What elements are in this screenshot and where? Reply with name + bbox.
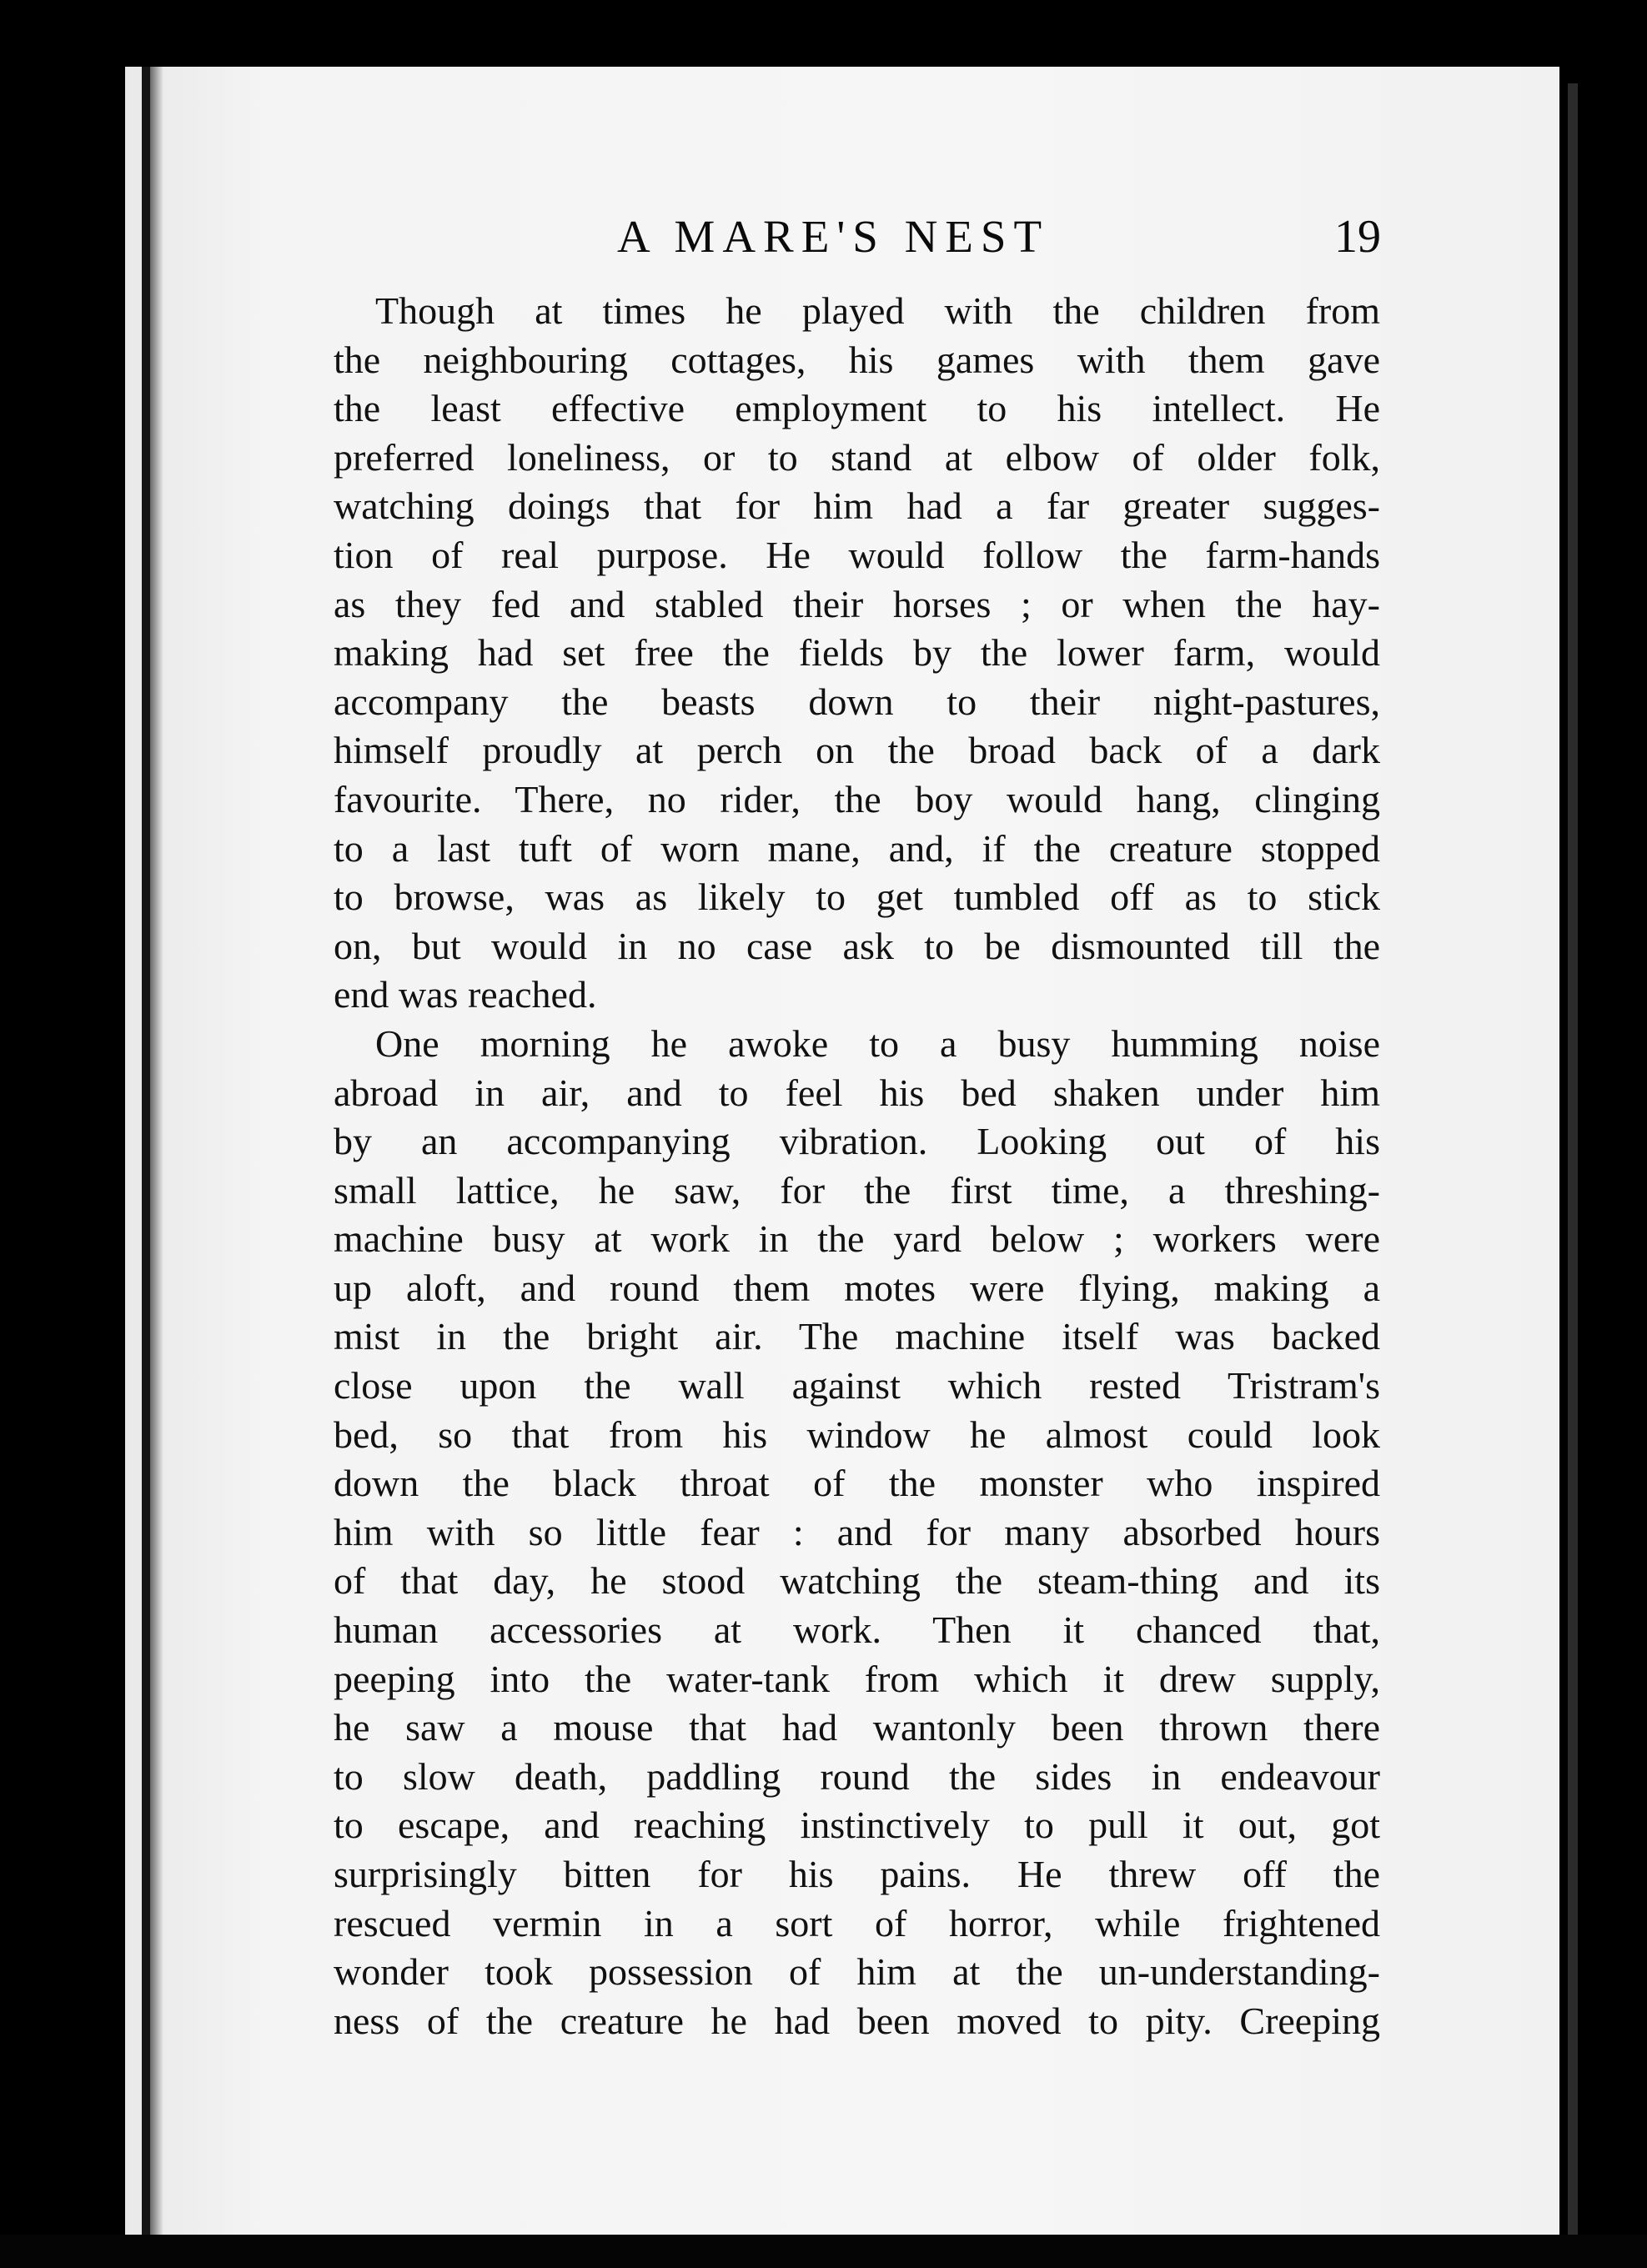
paragraph-1 bbox=[334, 287, 1380, 1020]
text-line: on, but would in no case ask to be dismounted till the bbox=[334, 924, 1380, 967]
binding-shadow bbox=[150, 67, 163, 2251]
text-line: as they fed and stabled their horses ; or when the hay- bbox=[334, 582, 1380, 625]
text-line: the neighbouring cottages, his games with them gave bbox=[334, 338, 1380, 381]
text-line: making had set free the fields by the lower farm, would bbox=[334, 631, 1380, 675]
text-line: preferred loneliness, or to stand at elbow of older folk, bbox=[334, 435, 1380, 479]
text-line: wonder took possession of him at the un-understanding- bbox=[334, 1950, 1380, 1994]
body-text bbox=[334, 287, 1380, 2045]
text-line: to a last tuft of worn mane, and, if the creature stopped bbox=[334, 826, 1380, 870]
text-line: accompany the beasts down to their night-pastures, bbox=[334, 680, 1380, 723]
text-line: favourite. There, no rider, the boy would hang, clinging bbox=[334, 777, 1380, 820]
text-line: he saw a mouse that had wantonly been thrown there bbox=[334, 1706, 1380, 1749]
text-line: machine busy at work in the yard below ; workers were bbox=[334, 1217, 1380, 1261]
text-line: bed, so that from his window he almost could look bbox=[334, 1412, 1380, 1456]
text-line: to slow death, paddling round the sides in endeavour bbox=[334, 1754, 1380, 1798]
text-line: mist in the bright air. The machine itself was backed bbox=[334, 1315, 1380, 1358]
text-line: to escape, and reaching instinctively to pull it out, got bbox=[334, 1804, 1380, 1847]
text-line: of that day, he stood watching the steam-thing and its bbox=[334, 1559, 1380, 1603]
text-line: the least effective employment to his intellect. He bbox=[334, 387, 1380, 430]
text-line: surprisingly bitten for his pains. He threw off the bbox=[334, 1853, 1380, 1895]
text-line: to browse, was as likely to get tumbled off as to stick bbox=[334, 876, 1380, 919]
text-line: himself proudly at perch on the broad back of a dark bbox=[334, 729, 1380, 772]
text-line: peeping into the water-tank from which it drew supply, bbox=[334, 1657, 1380, 1700]
text-line: rescued vermin in a sort of horror, while frightened bbox=[334, 1901, 1380, 1944]
binding-edge bbox=[142, 67, 150, 2251]
text-line: by an accompanying vibration. Looking out of his bbox=[334, 1120, 1380, 1163]
text-line: One morning he awoke to a busy humming noise bbox=[375, 1021, 1380, 1065]
text-line: abroad in air, and to feel his bed shaken under him bbox=[334, 1071, 1380, 1114]
right-edge-stripe bbox=[1568, 83, 1578, 2251]
paragraph-2 bbox=[334, 1020, 1380, 2045]
text-line: him with so little fear : and for many absorbed hours bbox=[334, 1510, 1380, 1553]
text-line: human accessories at work. Then it chanced that, bbox=[334, 1608, 1380, 1652]
text-line: Though at times he played with the children from bbox=[375, 289, 1380, 332]
bottom-page-edge bbox=[0, 2235, 1647, 2268]
page-header bbox=[334, 210, 1393, 277]
text-line: up aloft, and round them motes were flying, making a bbox=[334, 1266, 1380, 1309]
text-line: watching doings that for him had a far greater sugges- bbox=[334, 484, 1380, 528]
text-line: ness of the creature he had been moved to pity. Creeping bbox=[334, 1999, 1380, 2042]
page-number: 19 bbox=[1334, 211, 1381, 263]
text-line: tion of real purpose. He would follow the farm-hands bbox=[334, 533, 1380, 576]
text-line: small lattice, he saw, for the first time, a threshing- bbox=[334, 1168, 1380, 1212]
text-line: down the black throat of the monster who inspired bbox=[334, 1462, 1380, 1505]
text-line: close upon the wall against which rested Tristram's bbox=[334, 1364, 1380, 1407]
running-title: A MARE'S NEST bbox=[617, 211, 1050, 262]
text-line: end was reached. bbox=[334, 973, 597, 1016]
